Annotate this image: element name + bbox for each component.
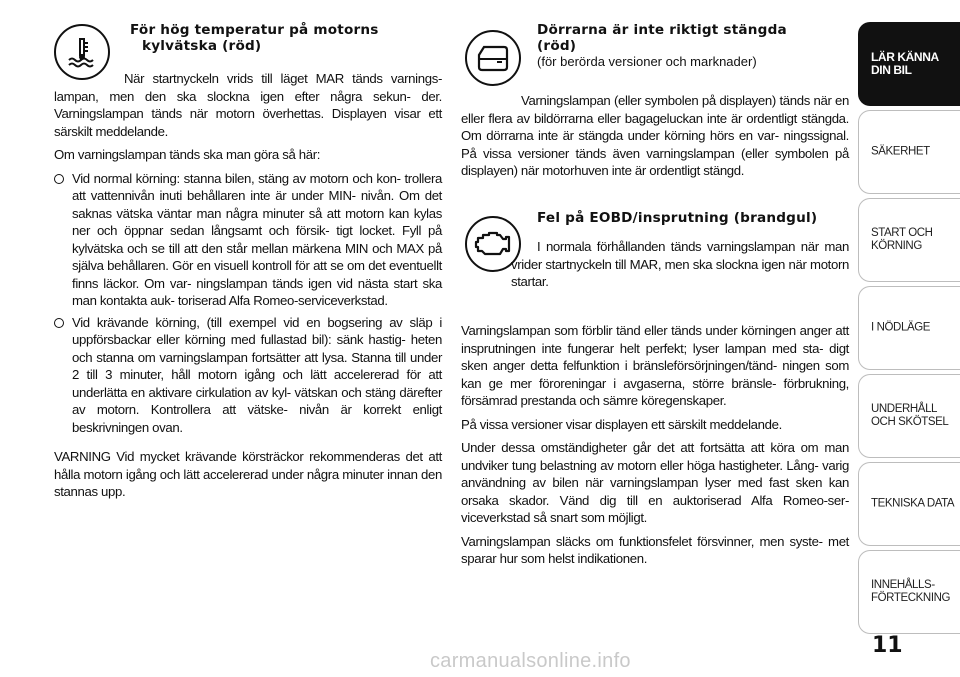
bullet-circle-icon: [54, 174, 64, 184]
tab-tekniska-data[interactable]: [858, 462, 960, 546]
tab-i-nodlage[interactable]: [858, 286, 960, 370]
tab-label: SÄKERHET: [871, 145, 930, 158]
doors-warning-section: [461, 22, 849, 182]
page-number: 11: [872, 633, 903, 658]
bullet-text-demanding: Vid krävande körning, (till exempel vid en bogsering av släp i uppförsbackar eller körning med fullastad bil): sänk hastig- heten och stanna om varningslampan fortsätter att lysa. Stanna till under 2 till 3 minuter, håll motorn igång och lätt accelererad för att underlätta en aktivare cirkulation av kyl- vätskan och stäng därefter av motorn. Kontrollera att vätske- nivån är korrekt enligt beskrivningen ovan.: [72, 314, 442, 435]
tab-label: START OCH KÖRNING: [871, 227, 933, 252]
coolant-heading-line2: kylvätska (röd): [142, 38, 262, 54]
doors-heading-line1: Dörrarna är inte riktigt stängda: [537, 22, 787, 38]
eobd-warning-section: [461, 210, 849, 322]
bullet-circle-icon: [54, 318, 64, 328]
door-open-icon: [465, 30, 521, 86]
eobd-intro: I normala förhållanden tänds varningslampan när man vrider startnyckeln till MAR, men ska slockna igen när motorn startar.: [511, 239, 849, 289]
coolant-intro: När startnyckeln vrids till läget MAR tänds varnings- lampan, men den ska slockna igen efter några sekun- der. Varningslampan tänds när motorn överhettas. Displayen visar ett särskilt meddelande.: [54, 71, 442, 139]
right-column: [461, 22, 849, 574]
eobd-paragraph-1: Varningslampan som förblir tänd eller tänds under körningen anger att insprutningen inte fungerar helt perfekt; lyser lampan med sta- digt sken anger detta felfunktion i bränsleförsörjningen/tänd- ningen som kan ge mer föroreningar i avgaserna, större bränsle- förbrukning, försämrad prestanda och sämre köregenskaper.: [461, 323, 849, 408]
tab-label: LÄR KÄNNA DIN BIL: [871, 50, 939, 77]
list-item: [54, 170, 442, 310]
eobd-paragraph-4: Varningslampan släcks om funktionsfelet försvinner, men syste- met sparar hur som helst indikationen.: [461, 533, 849, 566]
tab-innehallsforteckning[interactable]: [858, 550, 960, 634]
tab-sakerhet[interactable]: [858, 110, 960, 194]
bullet-text-normal: Vid normal körning: stanna bilen, stäng av motorn och kon- trollera att vattennivån inuti behållaren inte är under MIN- nivån. Om det saknas vätska väntar man några minuter så att motorn kan kylas ner och öppnar sedan långsamt och försik- tigt locket. Fyll på kylvätska och se till att den står mellan märkena MIN och MAX på själva behållaren. Gör en visuell kontroll för att se om det eventuellt finns läckor. Om var- ningslampan tänds igen vid nästa start ska man kontakta auk- toriserad Alfa Romeo-serviceverkstad.: [72, 170, 442, 308]
tab-lar-kanna-din-bil[interactable]: [858, 22, 960, 106]
doors-body: Varningslampan (eller symbolen på displayen) tänds när en eller flera av bildörrarna eller bagageluckan inte är ordentligt stängda. Om dörrarna inte är stängda under körning hörs en var- ningssignal. På vissa versioner tänds även varningslampan (eller symbolen på displayen) när motorhuven inte är ordentligt stängd.: [461, 93, 849, 178]
left-column: [54, 22, 442, 507]
eobd-paragraph-2: På vissa versioner visar displayen ett särskilt meddelande.: [461, 416, 782, 432]
coolant-question: Om varningslampan tänds ska man göra så här:: [54, 147, 321, 162]
coolant-bullet-list: [54, 170, 442, 437]
doors-subheading: (för berörda versioner och marknader): [537, 54, 757, 69]
tab-label: INNEHÅLLS- FÖRTECKNING: [871, 579, 951, 604]
tab-label: UNDERHÅLL OCH SKÖTSEL: [871, 403, 949, 428]
tab-label: TEKNISKA DATA: [871, 497, 955, 510]
eobd-heading: Fel på EOBD/insprutning (brandgul): [537, 210, 818, 226]
coolant-warning-note: VARNING Vid mycket krävande körsträckor rekommenderas det att hålla motorn igång och lätt accelererad under några minuter innan den stannas upp.: [54, 449, 442, 499]
coolant-warning-section: [54, 22, 442, 139]
tab-start-och-korning[interactable]: [858, 198, 960, 282]
coolant-heading-line1: För hög temperatur på motorns: [130, 22, 379, 38]
eobd-paragraph-3: Under dessa omständigheter går det att fortsätta att köra om man undviker tung belastning av motorn eller höga hastigheter. Lång- varig användning av bilen när varningslampan lyser med fast sken kan orsaka skador. Vänd dig till en auktoriserad Alfa Romeo-ser- viceverkstad så snart som möjligt.: [461, 440, 849, 525]
tab-underhall-och-skotsel[interactable]: [858, 374, 960, 458]
list-item: [54, 314, 442, 437]
doors-heading-line2: (röd): [537, 38, 577, 54]
chapter-tabs: [858, 22, 960, 638]
tab-label: I NÖDLÄGE: [871, 321, 931, 334]
watermark: carmanualsonline.info: [430, 650, 631, 672]
